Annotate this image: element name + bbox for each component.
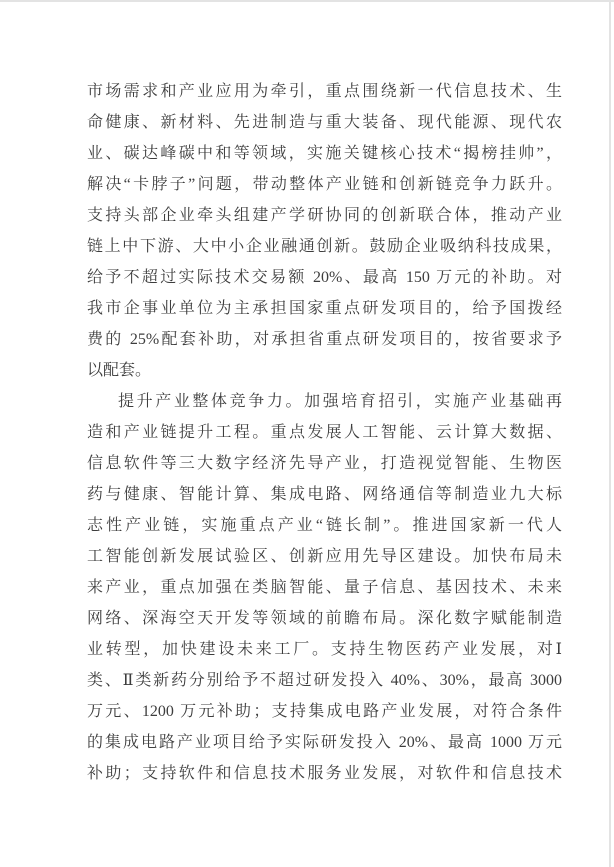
- document-text: [87, 76, 562, 789]
- text-line: 药与健康、智能计算、集成电路、网络通信等制造业九大标: [87, 486, 562, 503]
- text-line: 费的 25%配套补助，对承担省重点研发项目的，按省要求予: [87, 331, 562, 348]
- text-line: 造和产业链提升工程。重点发展人工智能、云计算大数据、: [87, 424, 562, 441]
- text-line: 提升产业整体竞争力。加强培育招引，实施产业基础再: [118, 393, 562, 410]
- text-line: 网络、深海空天开发等领域的前瞻布局。深化数字赋能制造: [87, 610, 562, 627]
- text-line: 万元、1200 万元补助；支持集成电路产业发展，对符合条件: [87, 703, 562, 720]
- text-line: 命健康、新材料、先进制造与重大装备、现代能源、现代农: [87, 114, 562, 131]
- page-top-edge: [0, 0, 614, 2]
- text-line: 类、Ⅱ类新药分别给予不超过研发投入 40%、30%，最高 3000: [87, 672, 562, 689]
- text-line: 的集成电路产业项目给予实际研发投入 20%、最高 1000 万元: [87, 734, 562, 751]
- text-line: 补助；支持软件和信息技术服务业发展，对软件和信息技术: [87, 765, 562, 782]
- paragraph-1: [87, 76, 562, 386]
- text-line: 支持头部企业牵头组建产学研协同的创新联合体，推动产业: [87, 207, 562, 224]
- text-line: 链上中下游、大中小企业融通创新。鼓励企业吸纳科技成果，: [87, 238, 562, 255]
- text-line: 志性产业链，实施重点产业“链长制”。推进国家新一代人: [87, 517, 562, 534]
- text-line: 业转型，加快建设未来工厂。支持生物医药产业发展，对Ⅰ: [87, 641, 562, 658]
- text-line: 业、碳达峰碳中和等领域，实施关键核心技术“揭榜挂帅”，: [87, 145, 562, 162]
- page-right-edge: [609, 0, 611, 867]
- text-line: 来产业，重点加强在类脑智能、量子信息、基因技术、未来: [87, 579, 562, 596]
- text-line: 信息软件等三大数字经济先导产业，打造视觉智能、生物医: [87, 455, 562, 472]
- paragraph-2: [87, 386, 562, 789]
- text-line: 工智能创新发展试验区、创新应用先导区建设。加快布局未: [87, 548, 562, 565]
- text-line: 解决“卡脖子”问题，带动整体产业链和创新链竞争力跃升。: [87, 176, 562, 193]
- text-line: 以配套。: [87, 362, 152, 379]
- text-line: 市场需求和产业应用为牵引，重点围绕新一代信息技术、生: [87, 83, 562, 100]
- text-line: 给予不超过实际技术交易额 20%、最高 150 万元的补助。对: [87, 269, 562, 286]
- text-line: 我市企事业单位为主承担国家重点研发项目的，给予国拨经: [87, 300, 562, 317]
